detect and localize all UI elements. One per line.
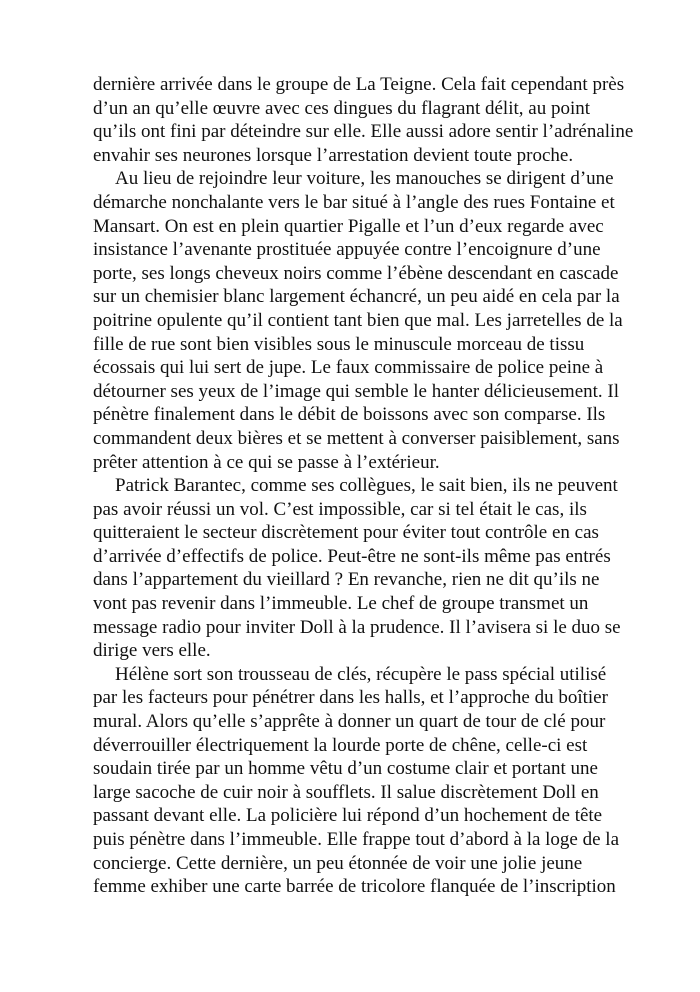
text-line: quitteraient le secteur discrètement pour éviter tout contrôle en cas — [93, 522, 599, 544]
text-line: vont pas revenir dans l’immeuble. Le chef de groupe transmet un — [93, 593, 589, 615]
text-line: d’arrivée d’effectifs de police. Peut-être ne sont-ils même pas entrés — [93, 545, 611, 567]
text-line: commandent deux bières et se mettent à converser paisiblement, sans — [93, 427, 620, 449]
text-line: fille de rue sont bien visibles sous le minuscule morceau de tissu — [93, 333, 585, 355]
text-line: d’un an qu’elle œuvre avec ces dingues du flagrant délit, au point — [93, 97, 590, 119]
text-line: qu’ils ont fini par déteindre sur elle. Elle aussi adore sentir l’adrénaline — [93, 121, 634, 143]
text-line: envahir ses neurones lorsque l’arrestation devient toute proche. — [93, 144, 574, 166]
text-line: soudain tirée par un homme vêtu d’un costume clair et portant une — [93, 758, 598, 780]
text-line: mural. Alors qu’elle s’apprête à donner un quart de tour de clé pour — [93, 711, 606, 733]
text-line: insistance l’avenante prostituée appuyée contre l’encoignure d’une — [93, 239, 601, 261]
text-line: Patrick Barantec, comme ses collègues, le sait bien, ils ne peuvent — [115, 475, 618, 497]
text-line: détourner ses yeux de l’image qui semble le hanter délicieusement. Il — [93, 380, 620, 402]
text-line: Mansart. On est en plein quartier Pigalle et l’un d’eux regarde avec — [93, 215, 604, 237]
text-line: passant devant elle. La policière lui répond d’un hochement de tête — [93, 805, 603, 827]
text-line: femme exhiber une carte barrée de tricolore flanquée de l’inscription — [93, 876, 616, 898]
text-line: prêter attention à ce qui se passe à l’extérieur. — [93, 451, 440, 473]
text-line: pénètre finalement dans le débit de boissons avec son comparse. Ils — [93, 404, 606, 426]
paragraph — [93, 474, 621, 663]
text-line: large sacoche de cuir noir à soufflets. Il salue discrètement Doll en — [93, 781, 599, 803]
text-line: par les facteurs pour pénétrer dans les halls, et l’approche du boîtier — [93, 687, 608, 709]
text-line: poitrine opulente qu’il contient tant bien que mal. Les jarretelles de la — [93, 309, 623, 331]
text-line: Au lieu de rejoindre leur voiture, les manouches se dirigent d’une — [115, 168, 614, 190]
text-line: déverrouiller électriquement la lourde porte de chêne, celle-ci est — [93, 734, 588, 756]
text-line: puis pénètre dans l’immeuble. Elle frappe tout d’abord à la loge de la — [93, 829, 620, 850]
text-line: dernière arrivée dans le groupe de La Teigne. Cela fait cependant près — [93, 74, 625, 95]
text-line: porte, ses longs cheveux noirs comme l’ébène descendant en cascade — [93, 262, 619, 284]
text-line: message radio pour inviter Doll à la prudence. Il l’avisera si le duo se — [93, 616, 621, 638]
text-line: dirige vers elle. — [93, 640, 211, 662]
text-line: pas avoir réussi un vol. C’est impossible, car si tel était le cas, ils — [93, 498, 587, 520]
paragraph — [93, 73, 634, 167]
text-line: dans l’appartement du vieillard ? En revanche, rien ne dit qu’ils ne — [93, 569, 600, 591]
text-line: concierge. Cette dernière, un peu étonnée de voir une jolie jeune — [93, 852, 583, 874]
paragraph — [93, 167, 623, 474]
text-line: sur un chemisier blanc largement échancré, un peu aidé en cela par la — [93, 286, 620, 308]
text-line: Hélène sort son trousseau de clés, récupère le pass spécial utilisé — [115, 663, 607, 685]
text-line: écossais qui lui sert de jupe. Le faux commissaire de police peine à — [93, 357, 604, 379]
text-line: démarche nonchalante vers le bar situé à l’angle des rues Fontaine et — [93, 191, 615, 213]
paragraph — [93, 663, 620, 899]
book-page — [93, 73, 634, 899]
